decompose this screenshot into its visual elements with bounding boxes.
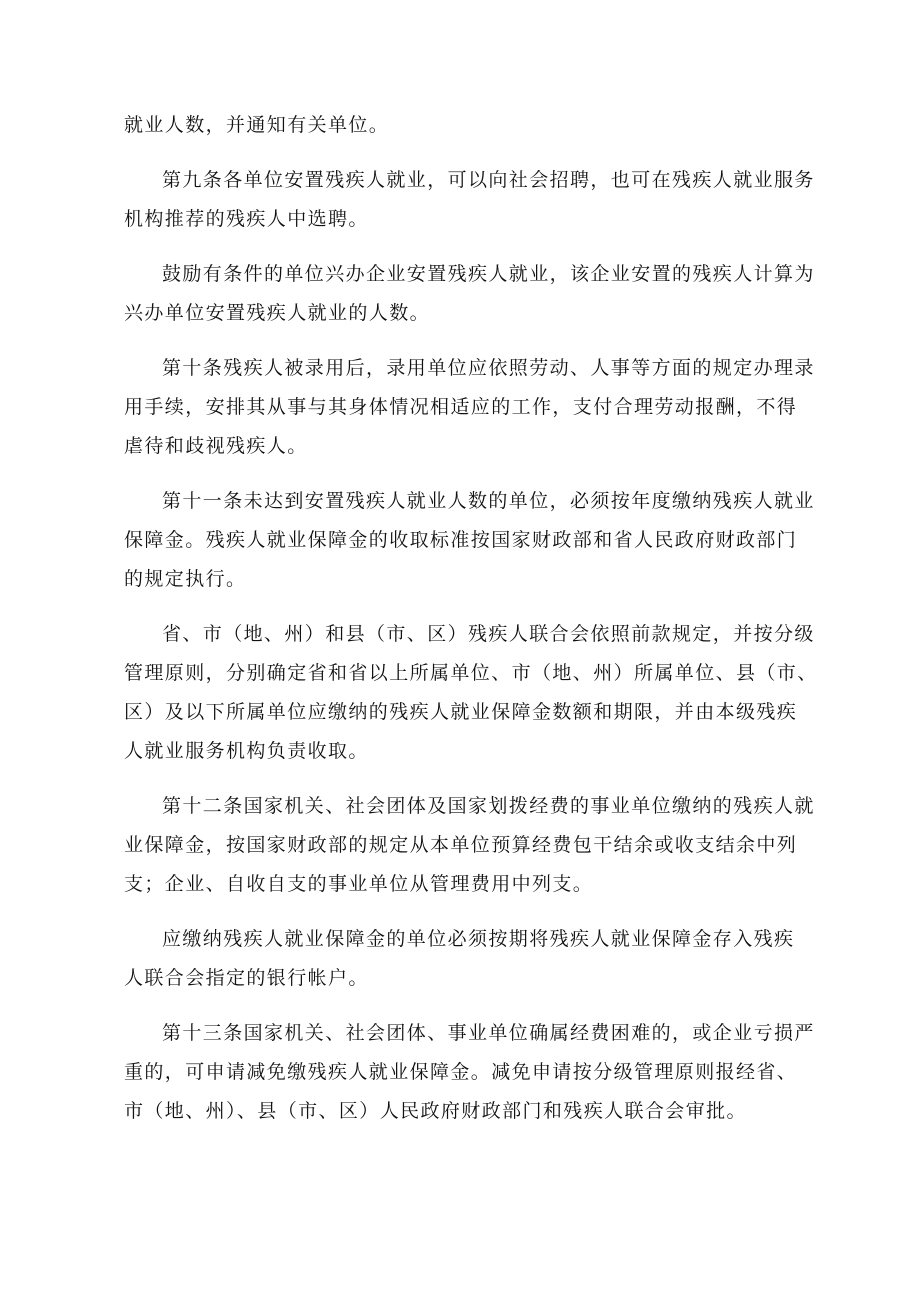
document-body	[124, 106, 818, 1131]
text-line: 就业人数，并通知有关单位。	[124, 114, 390, 136]
text-line: 的规定执行。	[124, 568, 247, 590]
text-line: 保障金。残疾人就业保障金的收取标准按国家财政部和省人民政府财政部门	[124, 529, 798, 551]
text-line: 人联合会指定的银行帐户。	[124, 967, 369, 989]
paragraph-levels	[124, 615, 818, 771]
text-line: 人就业服务机构负责收取。	[124, 740, 369, 762]
text-line: 虐待和歧视残疾人。	[124, 435, 308, 457]
paragraph-1	[124, 106, 806, 145]
text-line: 省、市（地、州）和县（市、区）残疾人联合会依照前款规定，并按分级	[162, 623, 815, 645]
text-line: 第十条残疾人被录用后，录用单位应依照劳动、人事等方面的规定办理录	[162, 357, 815, 379]
paragraph-article-9	[124, 161, 815, 239]
paragraph-article-12	[124, 787, 815, 904]
text-line: 应缴纳残疾人就业保障金的单位必须按期将残疾人就业保障金存入残疾	[162, 928, 795, 950]
text-line: 用手续，安排其从事与其身体情况相适应的工作，支付合理劳动报酬，不得	[124, 396, 798, 418]
text-line: 兴办单位安置残疾人就业的人数。	[124, 302, 431, 324]
text-line: 第十二条国家机关、社会团体及国家划拨经费的事业单位缴纳的残疾人就	[162, 795, 815, 817]
text-line: 市（地、州）、县（市、区）人民政府财政部门和残疾人联合会审批。	[124, 1100, 747, 1122]
text-line: 鼓励有条件的单位兴办企业安置残疾人就业，该企业安置的残疾人计算为	[162, 263, 815, 285]
text-line: 业保障金，按国家财政部的规定从本单位预算经费包干结余或收支结余中列	[124, 834, 798, 856]
text-line: 支；企业、自收自支的事业单位从管理费用中列支。	[124, 873, 594, 895]
text-line: 机构推荐的残疾人中选聘。	[124, 208, 369, 230]
paragraph-deposit	[124, 920, 806, 998]
text-line: 第九条各单位安置残疾人就业，可以向社会招聘，也可在残疾人就业服务	[162, 169, 815, 191]
paragraph-article-10	[124, 349, 815, 466]
text-line: 管理原则，分别确定省和省以上所属单位、市（地、州）所属单位、县（市、	[124, 662, 818, 684]
text-line: 第十一条未达到安置残疾人就业人数的单位，必须按年度缴纳残疾人就业	[162, 490, 815, 512]
paragraph-article-11	[124, 482, 815, 599]
text-line: 区）及以下所属单位应缴纳的残疾人就业保障金数额和期限，并由本级残疾	[124, 701, 798, 723]
paragraph-encourage	[124, 255, 815, 333]
text-line: 第十三条国家机关、社会团体、事业单位确属经费困难的，或企业亏损严	[162, 1022, 815, 1044]
text-line: 重的，可申请减免缴残疾人就业保障金。减免申请按分级管理原则报经省、	[124, 1061, 798, 1083]
paragraph-article-13	[124, 1014, 815, 1131]
